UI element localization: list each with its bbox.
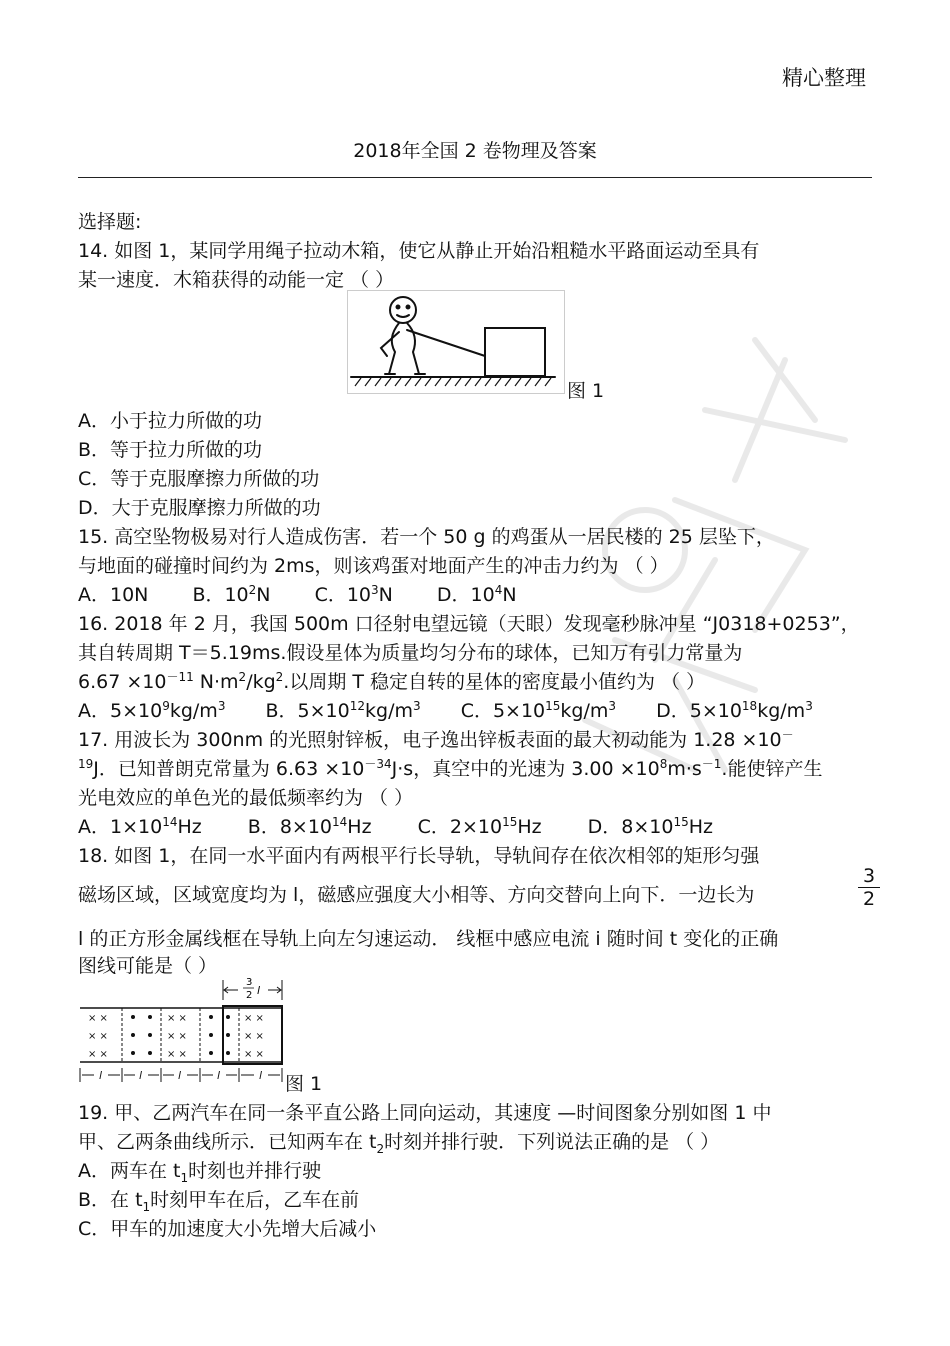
fig-dim-denominator: 2 <box>246 990 253 1001</box>
q15-option-c: C．$10^3N$ <box>314 583 393 606</box>
q18-figure-label: 图 1 <box>285 1073 323 1095</box>
svg-text:× ×: × × <box>244 1031 264 1042</box>
q16-option-c: C．$5\times 10^{15}kg/m^3$ <box>460 699 617 722</box>
svg-text:× ×: × × <box>167 1013 187 1024</box>
q14-figure-person-pulling-box <box>347 290 565 394</box>
document-title: 2018年全国 2 卷物理及答案 <box>353 140 597 162</box>
q14-option-a: A．小于拉力所做的功 <box>78 410 262 432</box>
q18-figure-magnetic-field-regions <box>78 972 284 1086</box>
svg-text:× ×: × × <box>167 1031 187 1042</box>
q15-stem-line1: 15. 高空坠物极易对行人造成伤害．若一个 50 g 的鸡蛋从一居民楼的 25 层坠下， <box>78 526 775 548</box>
q19-option-b: B．在 $t_1$时刻甲车在后，乙车在前 <box>78 1189 360 1214</box>
fig-seg-l-1: l <box>99 1069 103 1082</box>
q17-stem-line1: 17. 用波长为 300nm 的光照射锌板，电子逸出锌板表面的最大初动能为 1.28 ×10－ <box>78 728 794 751</box>
section-heading: 选择题: <box>78 211 142 233</box>
svg-text:× ×: × × <box>88 1049 108 1060</box>
q18-stem-line2: 磁场区域，区域宽度均为 l，磁感应强度大小相等、方向交替向上向下．一边长为 <box>78 884 755 906</box>
q19-option-a: A．两车在 $t_1$时刻也并排行驶 <box>78 1160 322 1185</box>
corner-label: 精心整理 <box>782 66 866 90</box>
q15-option-a: A．10N <box>78 584 149 606</box>
fig-seg-l-4: l <box>217 1069 221 1082</box>
fig-seg-l-5: l <box>259 1069 263 1082</box>
q17-option-a: A．$1\times 10^{14}Hz$ <box>78 815 202 838</box>
q14-stem-line2: 某一速度．木箱获得的动能一定 （ ） <box>78 269 395 291</box>
svg-text:× ×: × × <box>244 1049 264 1060</box>
q14-option-c: C．等于克服摩擦力所做的功 <box>78 468 320 490</box>
q15-options <box>78 580 517 607</box>
q15-stem-line2: 与地面的碰撞时间约为 2ms，则该鸡蛋对地面产生的冲击力约为 （ ） <box>78 555 669 577</box>
q18-stem-line3: l 的正方形金属线框在导轨上向左匀速运动． 线框中感应电流 i 随时间 t 变化的正确 <box>78 928 779 950</box>
q19-stem-line1: 19. 甲、乙两汽车在同一条平直公路上同向运动，其速度 —时间图象分别如图 1 中 <box>78 1102 772 1124</box>
q16-stem-line3: $6.67 \times 10^{-11}$ $N\cdot m^2/kg^2$.以周期 T 稳定自转的星体的密度最小值约为 （ ） <box>78 670 706 693</box>
q16-stem-line1: 16. 2018 年 2 月，我国 500m 口径射电望远镜（天眼）发现毫秒脉冲星 “J0318+0253”， <box>78 613 860 635</box>
q19-option-c: C．甲车的加速度大小先增大后减小 <box>78 1218 377 1240</box>
q15-option-b: B．$10^2N$ <box>192 583 271 606</box>
fig-seg-l-3: l <box>178 1069 182 1082</box>
q17-stem-line2: $^{19}$J．已知普朗克常量为 $6.63 \times 10^{-34}J\cdot s$，真空中的光速为 $3.00 \times 10^8m\cdot s^{-1}$.能使锌产生 <box>78 757 823 780</box>
q17-options <box>78 812 713 839</box>
q14-option-b: B．等于拉力所做的功 <box>78 439 263 461</box>
q15-option-d: D．$10^4N$ <box>436 583 517 606</box>
q17-option-c: C．$2\times 10^{15}Hz$ <box>417 815 542 838</box>
svg-text:× ×: × × <box>167 1049 187 1060</box>
svg-text:× ×: × × <box>88 1031 108 1042</box>
fig-dim-numerator: 3 <box>246 977 253 988</box>
q17-option-b: B．$8\times 10^{14}Hz$ <box>247 815 372 838</box>
q19-stem-line2: 甲、乙两条曲线所示．已知两车在 $t_2$时刻并排行驶．下列说法正确的是 （ ） <box>78 1131 720 1156</box>
fig-dim-l: l <box>257 984 261 997</box>
q16-stem-line2: 其自转周期 T＝5.19ms.假设星体为质量均匀分布的球体，已知万有引力常量为 <box>78 642 743 664</box>
title-divider <box>78 177 872 178</box>
q18-stem-line4: 图线可能是（ ） <box>78 955 218 977</box>
svg-text:× ×: × × <box>88 1013 108 1024</box>
q14-option-d: D．大于克服摩擦力所做的功 <box>78 497 321 519</box>
q16-option-b: B．$5\times 10^{12}kg/m^3$ <box>265 699 421 722</box>
q14-figure-label: 图 1 <box>567 380 605 402</box>
q17-stem-line3: 光电效应的单色光的最低频率约为 （ ） <box>78 787 414 809</box>
q14-stem-line1: 14. 如图 1，某同学用绳子拉动木箱，使它从静止开始沿粗糙水平路面运动至具有 <box>78 240 760 262</box>
q18-stem-line1: 18. 如图 1，在同一水平面内有两根平行长导轨，导轨间存在依次相邻的矩形匀强 <box>78 845 760 867</box>
q16-option-a: A．$5\times 10^9kg/m^3$ <box>78 699 226 722</box>
svg-text:× ×: × × <box>244 1013 264 1024</box>
q18-fraction-three-halves: 3 2 <box>858 866 880 909</box>
fig-seg-l-2: l <box>139 1069 143 1082</box>
q16-option-d: D．$5\times 10^{18}kg/m^3$ <box>656 699 813 722</box>
q16-options <box>78 696 813 723</box>
q17-option-d: D．$8\times 10^{15}Hz$ <box>587 815 714 838</box>
